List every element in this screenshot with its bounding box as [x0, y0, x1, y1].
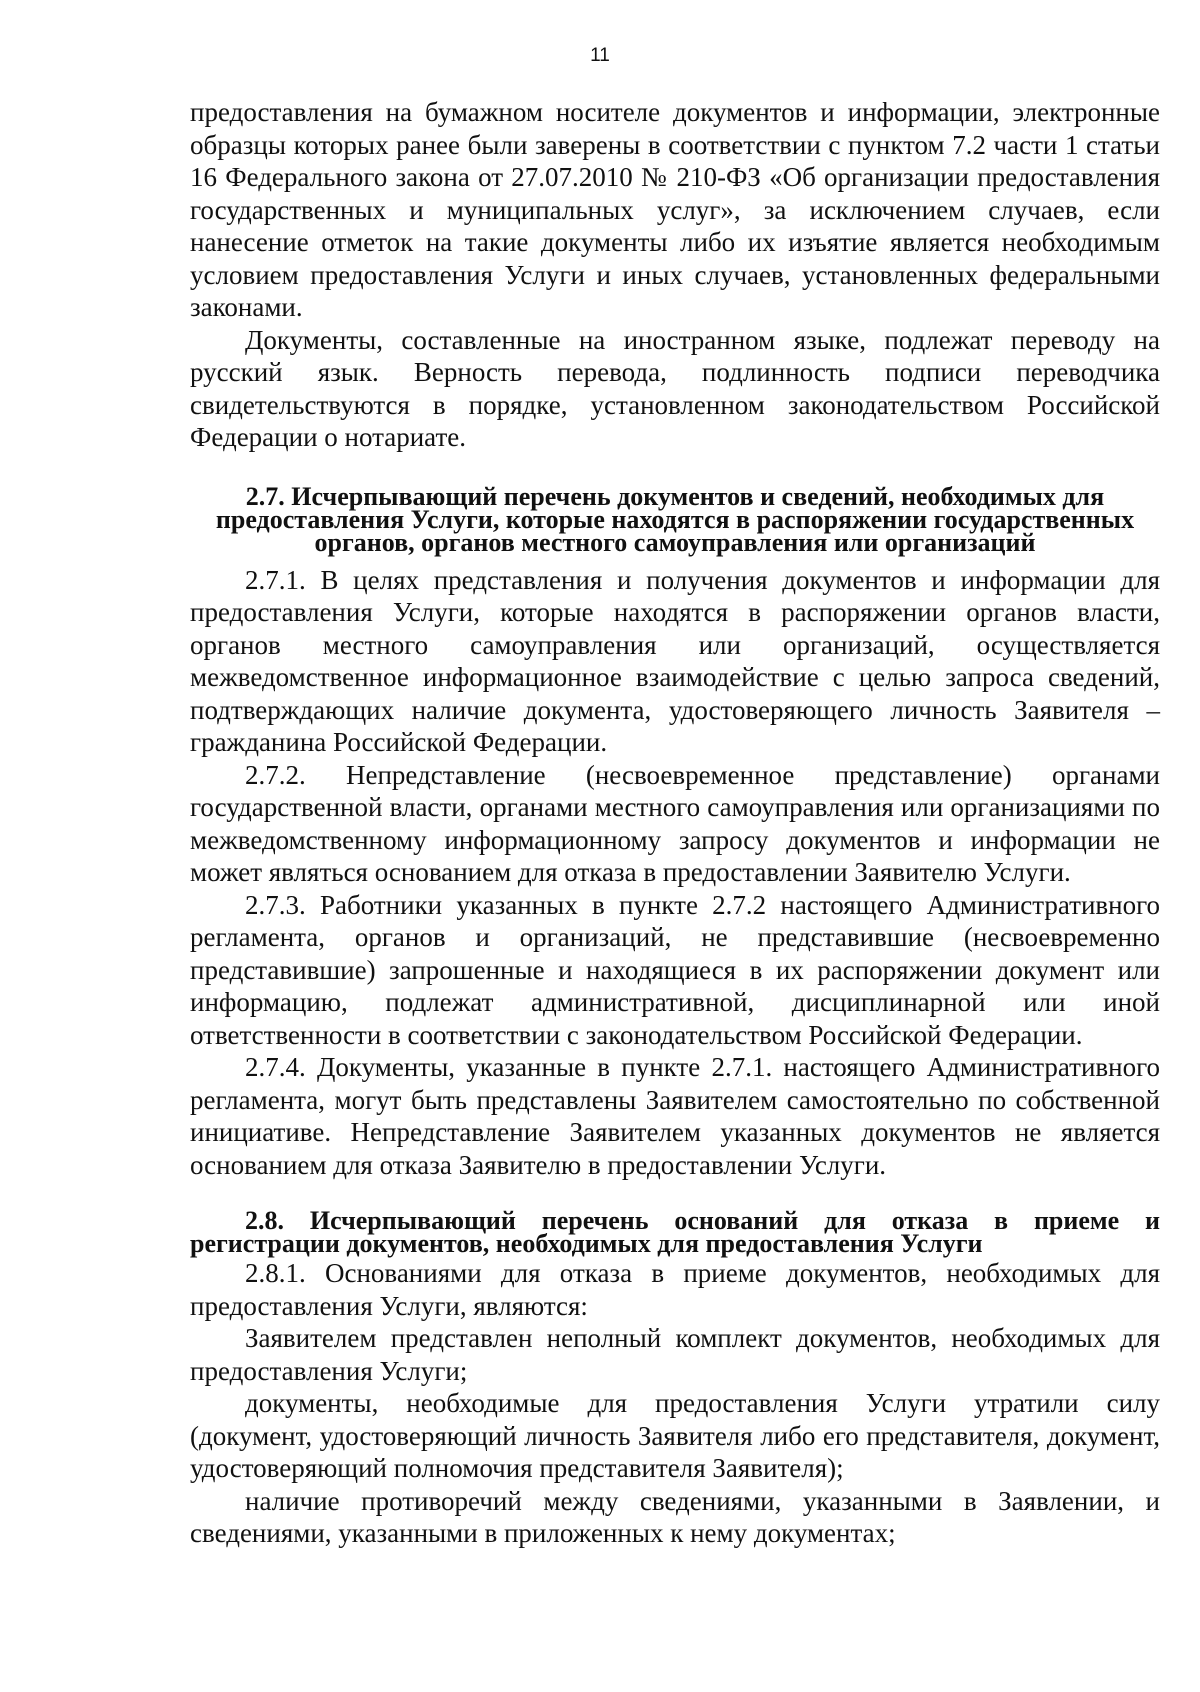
- section-2-8-heading-wrap: [190, 1206, 1160, 1258]
- document-body: [190, 96, 1160, 1550]
- paragraph-2-8-1-contradictions: наличие противоречий между сведениями, указанными в Заявлении, и сведениями, указанными в приложенных к нему документах;: [190, 1485, 1160, 1548]
- paragraph-2-7-3: 2.7.3. Работники указанных в пункте 2.7.2 настоящего Административного регламента, органов и организаций, не представившие (несвоевременно представившие) запрошенные и находящиеся в их распоряжении документ или информацию, подлежат административной, дисциплинарной или иной ответственности в соответствии с законодательством Российской Федерации.: [190, 889, 1160, 1050]
- section-2-7-heading-wrap: [190, 481, 1160, 557]
- paragraph-2-8-1-incomplete-set: Заявителем представлен неполный комплект документов, необходимых для предоставления Услуги;: [190, 1323, 1160, 1386]
- paragraph-continuation: предоставления на бумажном носителе документов и информации, электронные образцы которых ранее были заверены в соответствии с пунктом 7.2 части 1 статьи 16 Федерального закона от 27.07.2010 № 210-ФЗ «Об организации предоставления государственных и муниципальных услуг», за исключением случаев, если нанесение отметок на такие документы либо их изъятие является необходимым условием предоставления Услуги и иных случаев, установленных федеральными законами.: [190, 97, 1160, 322]
- paragraph-2-8-1: 2.8.1. Основаниями для отказа в приеме документов, необходимых для предоставления Услуги, являются:: [190, 1258, 1160, 1321]
- paragraph-2-7-2: 2.7.2. Непредставление (несвоевременное представление) органами государственной власти, органами местного самоуправления или организациями по межведомственному информационному запросу документов и информации не может являться основанием для отказа в предоставлении Заявителю Услуги.: [190, 759, 1160, 887]
- page-number: 11: [590, 45, 610, 66]
- paragraph-foreign-documents: Документы, составленные на иностранном языке, подлежат переводу на русский язык. Верность перевода, подлинность подписи переводчика свидетельствуются в порядке, установленном законодательством Российской Федерации о нотариате.: [190, 324, 1160, 452]
- section-2-8-heading: 2.8. Исчерпывающий перечень оснований для отказа в приеме и регистрации документов, необходимых для предоставления Услуги: [190, 1206, 1160, 1258]
- paragraph-2-7-1: 2.7.1. В целях представления и получения документов и информации для предоставления Услуги, которые находятся в распоряжении органов власти, органов местного самоуправления или организаций, осуществляется межведомственное информационное взаимодействие с целью запроса сведений, подтверждающих наличие документа, удостоверяющего личность Заявителя – гражданина Российской Федерации.: [190, 564, 1160, 757]
- paragraph-2-7-4: 2.7.4. Документы, указанные в пункте 2.7.1. настоящего Административного регламента, могут быть представлены Заявителем самостоятельно по собственной инициативе. Непредставление Заявителем указанных документов не является основанием для отказа Заявителю в предоставлении Услуги.: [190, 1052, 1160, 1180]
- section-2-7-heading: 2.7. Исчерпывающий перечень документов и сведений, необходимых для предоставления Услуги, которые находятся в распоряжении государственных органов, органов местного самоуправления или организаций: [215, 481, 1135, 557]
- paragraph-2-8-1-expired-documents: документы, необходимые для предоставления Услуги утратили силу (документ, удостоверяющий личность Заявителя либо его представителя, документ, удостоверяющий полномочия представителя Заявителя);: [190, 1388, 1160, 1483]
